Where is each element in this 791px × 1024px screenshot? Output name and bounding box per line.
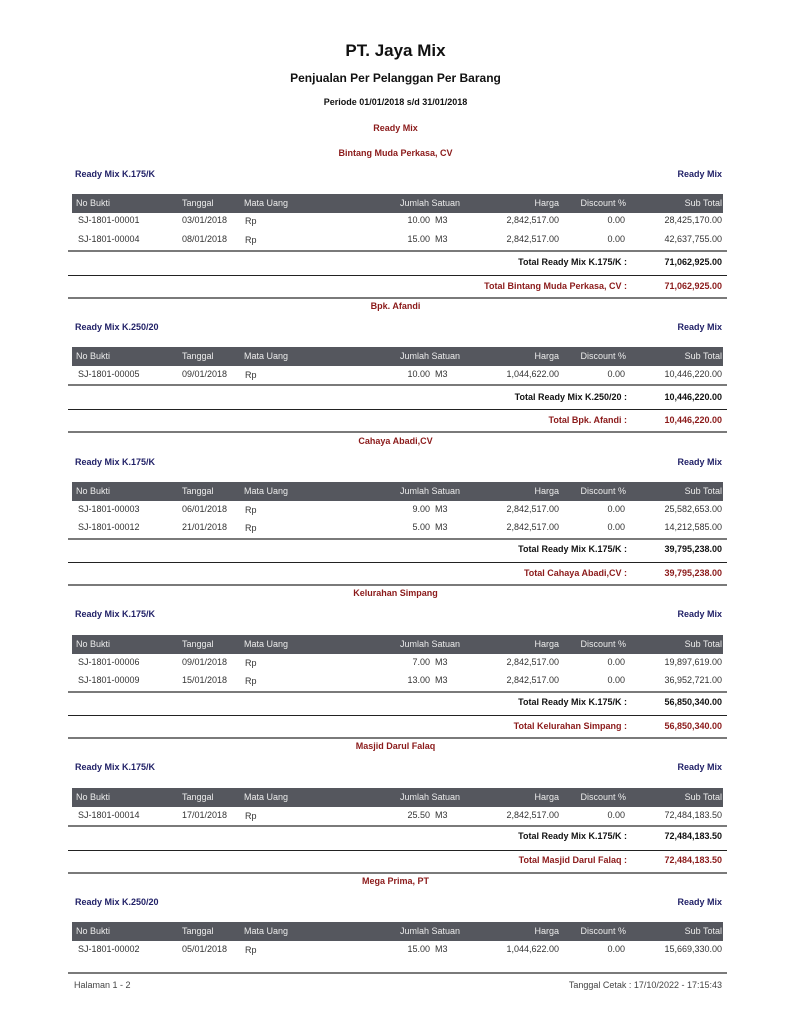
cell-no-bukti: SJ-1801-00001 <box>78 215 140 225</box>
customer-total-label: Total Kelurahan Simpang : <box>513 721 627 731</box>
item-name: Ready Mix K.175/K <box>75 169 156 179</box>
cell-jumlah: 13.00 <box>407 675 430 685</box>
col-jumlah-satuan: Jumlah Satuan <box>400 639 461 649</box>
customer-total-value: 72,484,183.50 <box>664 855 722 865</box>
cell-harga: 2,842,517.00 <box>506 675 559 685</box>
divider <box>68 538 727 540</box>
col-discount: Discount % <box>580 351 626 361</box>
cell-sub-total: 14,212,585.00 <box>664 522 722 532</box>
col-mata-uang: Mata Uang <box>244 792 289 802</box>
col-no-bukti: No Bukti <box>76 486 111 496</box>
cell-discount: 0.00 <box>607 522 625 532</box>
report-period: Periode 01/01/2018 s/d 31/01/2018 <box>323 97 468 107</box>
cell-jumlah: 7.00 <box>412 657 430 667</box>
col-mata-uang: Mata Uang <box>244 351 289 361</box>
company-name: PT. Jaya Mix <box>345 41 446 60</box>
col-sub-total: Sub Total <box>684 351 722 361</box>
cell-tanggal: 15/01/2018 <box>182 675 228 685</box>
col-tanggal: Tanggal <box>182 486 214 496</box>
customer-total-label: Total Masjid Darul Falaq : <box>518 855 627 865</box>
col-sub-total: Sub Total <box>684 792 722 802</box>
item-group: Ready Mix <box>677 609 722 619</box>
item-total-value: 71,062,925.00 <box>664 257 722 267</box>
col-discount: Discount % <box>580 792 626 802</box>
cell-satuan: M3 <box>435 234 448 244</box>
item-name: Ready Mix K.175/K <box>75 762 156 772</box>
item-name: Ready Mix K.175/K <box>75 609 156 619</box>
divider <box>68 825 727 827</box>
print-date: Tanggal Cetak : 17/10/2022 - 17:15:43 <box>568 980 722 990</box>
cell-sub-total: 10,446,220.00 <box>664 369 722 379</box>
divider <box>68 737 727 739</box>
cell-harga: 2,842,517.00 <box>506 215 559 225</box>
col-harga: Harga <box>534 486 559 496</box>
table-header <box>72 482 723 501</box>
cell-harga: 1,044,622.00 <box>506 369 559 379</box>
cell-no-bukti: SJ-1801-00005 <box>78 369 140 379</box>
cell-satuan: M3 <box>435 675 448 685</box>
cell-mata-uang: Rp <box>245 370 257 380</box>
col-no-bukti: No Bukti <box>76 351 111 361</box>
cell-tanggal: 08/01/2018 <box>182 234 228 244</box>
item-total-label: Total Ready Mix K.175/K : <box>518 257 627 267</box>
col-mata-uang: Mata Uang <box>244 926 289 936</box>
col-harga: Harga <box>534 926 559 936</box>
col-jumlah-satuan: Jumlah Satuan <box>400 926 461 936</box>
col-tanggal: Tanggal <box>182 351 214 361</box>
cell-jumlah: 9.00 <box>412 504 430 514</box>
item-group: Ready Mix <box>677 457 722 467</box>
cell-mata-uang: Rp <box>245 658 257 668</box>
cell-satuan: M3 <box>435 522 448 532</box>
cell-discount: 0.00 <box>607 369 625 379</box>
col-discount: Discount % <box>580 486 626 496</box>
col-mata-uang: Mata Uang <box>244 639 289 649</box>
customer-total-value: 71,062,925.00 <box>664 281 722 291</box>
divider <box>68 584 727 586</box>
divider <box>68 275 727 276</box>
table-header <box>72 194 723 213</box>
divider <box>68 872 727 874</box>
cell-no-bukti: SJ-1801-00006 <box>78 657 140 667</box>
cell-satuan: M3 <box>435 657 448 667</box>
customer-total-label: Total Cahaya Abadi,CV : <box>523 568 627 578</box>
customer-name: Bpk. Afandi <box>370 301 421 311</box>
cell-no-bukti: SJ-1801-00002 <box>78 944 140 954</box>
cell-mata-uang: Rp <box>245 676 257 686</box>
col-mata-uang: Mata Uang <box>244 486 289 496</box>
col-discount: Discount % <box>580 198 626 208</box>
item-group: Ready Mix <box>677 762 722 772</box>
cell-discount: 0.00 <box>607 657 625 667</box>
item-name: Ready Mix K.175/K <box>75 457 156 467</box>
cell-tanggal: 17/01/2018 <box>182 810 228 820</box>
cell-discount: 0.00 <box>607 944 625 954</box>
col-harga: Harga <box>534 639 559 649</box>
cell-jumlah: 10.00 <box>407 215 430 225</box>
cell-jumlah: 10.00 <box>407 369 430 379</box>
col-tanggal: Tanggal <box>182 639 214 649</box>
cell-mata-uang: Rp <box>245 811 257 821</box>
divider <box>68 562 727 563</box>
cell-sub-total: 36,952,721.00 <box>664 675 722 685</box>
col-jumlah-satuan: Jumlah Satuan <box>400 351 461 361</box>
cell-discount: 0.00 <box>607 810 625 820</box>
cell-harga: 2,842,517.00 <box>506 504 559 514</box>
item-total-label: Total Ready Mix K.175/K : <box>518 697 627 707</box>
cell-mata-uang: Rp <box>245 505 257 515</box>
col-tanggal: Tanggal <box>182 198 214 208</box>
col-harga: Harga <box>534 198 559 208</box>
customer-total-value: 56,850,340.00 <box>664 721 722 731</box>
col-mata-uang: Mata Uang <box>244 198 289 208</box>
col-sub-total: Sub Total <box>684 639 722 649</box>
divider <box>68 409 727 410</box>
col-sub-total: Sub Total <box>684 486 722 496</box>
divider <box>68 384 727 386</box>
cell-harga: 1,044,622.00 <box>506 944 559 954</box>
cell-no-bukti: SJ-1801-00014 <box>78 810 140 820</box>
col-no-bukti: No Bukti <box>76 926 111 936</box>
col-harga: Harga <box>534 792 559 802</box>
cell-sub-total: 42,637,755.00 <box>664 234 722 244</box>
col-tanggal: Tanggal <box>182 792 214 802</box>
table-header <box>72 788 723 807</box>
item-total-value: 56,850,340.00 <box>664 697 722 707</box>
col-sub-total: Sub Total <box>684 198 722 208</box>
cell-no-bukti: SJ-1801-00004 <box>78 234 140 244</box>
item-group: Ready Mix <box>677 897 722 907</box>
item-total-label: Total Ready Mix K.175/K : <box>518 544 627 554</box>
cell-sub-total: 72,484,183.50 <box>664 810 722 820</box>
customer-name: Bintang Muda Perkasa, CV <box>338 148 453 158</box>
customer-name: Mega Prima, PT <box>361 876 430 886</box>
cell-tanggal: 21/01/2018 <box>182 522 228 532</box>
customer-name: Masjid Darul Falaq <box>355 741 436 751</box>
cell-satuan: M3 <box>435 504 448 514</box>
cell-harga: 2,842,517.00 <box>506 522 559 532</box>
cell-mata-uang: Rp <box>245 523 257 533</box>
cell-tanggal: 03/01/2018 <box>182 215 228 225</box>
col-jumlah-satuan: Jumlah Satuan <box>400 792 461 802</box>
cell-harga: 2,842,517.00 <box>506 810 559 820</box>
item-total-value: 10,446,220.00 <box>664 392 722 402</box>
cell-jumlah: 25.50 <box>407 810 430 820</box>
cell-tanggal: 09/01/2018 <box>182 369 228 379</box>
customer-total-value: 39,795,238.00 <box>664 568 722 578</box>
item-total-value: 72,484,183.50 <box>664 831 722 841</box>
col-no-bukti: No Bukti <box>76 639 111 649</box>
col-tanggal: Tanggal <box>182 926 214 936</box>
cell-tanggal: 09/01/2018 <box>182 657 228 667</box>
cell-harga: 2,842,517.00 <box>506 657 559 667</box>
cell-tanggal: 06/01/2018 <box>182 504 228 514</box>
cell-satuan: M3 <box>435 215 448 225</box>
table-header <box>72 922 723 941</box>
col-discount: Discount % <box>580 926 626 936</box>
col-discount: Discount % <box>580 639 626 649</box>
cell-satuan: M3 <box>435 944 448 954</box>
cell-discount: 0.00 <box>607 675 625 685</box>
table-header <box>72 347 723 366</box>
item-name: Ready Mix K.250/20 <box>75 897 159 907</box>
footer-divider <box>68 972 727 974</box>
cell-harga: 2,842,517.00 <box>506 234 559 244</box>
cell-satuan: M3 <box>435 810 448 820</box>
group-name: Ready Mix <box>373 123 418 133</box>
item-total-value: 39,795,238.00 <box>664 544 722 554</box>
cell-no-bukti: SJ-1801-00003 <box>78 504 140 514</box>
cell-no-bukti: SJ-1801-00009 <box>78 675 140 685</box>
customer-name: Kelurahan Simpang <box>353 588 438 598</box>
cell-discount: 0.00 <box>607 234 625 244</box>
table-header <box>72 635 723 654</box>
cell-mata-uang: Rp <box>245 216 257 226</box>
cell-jumlah: 15.00 <box>407 234 430 244</box>
cell-satuan: M3 <box>435 369 448 379</box>
cell-sub-total: 15,669,330.00 <box>664 944 722 954</box>
item-name: Ready Mix K.250/20 <box>75 322 159 332</box>
item-total-label: Total Ready Mix K.250/20 : <box>514 392 627 402</box>
item-group: Ready Mix <box>677 169 722 179</box>
cell-jumlah: 5.00 <box>412 522 430 532</box>
cell-mata-uang: Rp <box>245 945 257 955</box>
item-total-label: Total Ready Mix K.175/K : <box>518 831 627 841</box>
customer-total-value: 10,446,220.00 <box>664 415 722 425</box>
divider <box>68 431 727 433</box>
col-harga: Harga <box>534 351 559 361</box>
cell-no-bukti: SJ-1801-00012 <box>78 522 140 532</box>
col-no-bukti: No Bukti <box>76 792 111 802</box>
cell-tanggal: 05/01/2018 <box>182 944 228 954</box>
col-jumlah-satuan: Jumlah Satuan <box>400 486 461 496</box>
divider <box>68 715 727 716</box>
cell-discount: 0.00 <box>607 215 625 225</box>
cell-discount: 0.00 <box>607 504 625 514</box>
cell-mata-uang: Rp <box>245 235 257 245</box>
customer-name: Cahaya Abadi,CV <box>358 436 433 446</box>
cell-sub-total: 28,425,170.00 <box>664 215 722 225</box>
col-jumlah-satuan: Jumlah Satuan <box>400 198 461 208</box>
divider <box>68 850 727 851</box>
col-no-bukti: No Bukti <box>76 198 111 208</box>
report-title: Penjualan Per Pelanggan Per Barang <box>290 71 501 85</box>
divider <box>68 250 727 252</box>
cell-sub-total: 25,582,653.00 <box>664 504 722 514</box>
item-group: Ready Mix <box>677 322 722 332</box>
page-number: Halaman 1 - 2 <box>74 980 131 990</box>
divider <box>68 297 727 299</box>
col-sub-total: Sub Total <box>684 926 722 936</box>
cell-sub-total: 19,897,619.00 <box>664 657 722 667</box>
divider <box>68 691 727 693</box>
cell-jumlah: 15.00 <box>407 944 430 954</box>
customer-total-label: Total Bintang Muda Perkasa, CV : <box>484 281 627 291</box>
customer-total-label: Total Bpk. Afandi : <box>548 415 627 425</box>
